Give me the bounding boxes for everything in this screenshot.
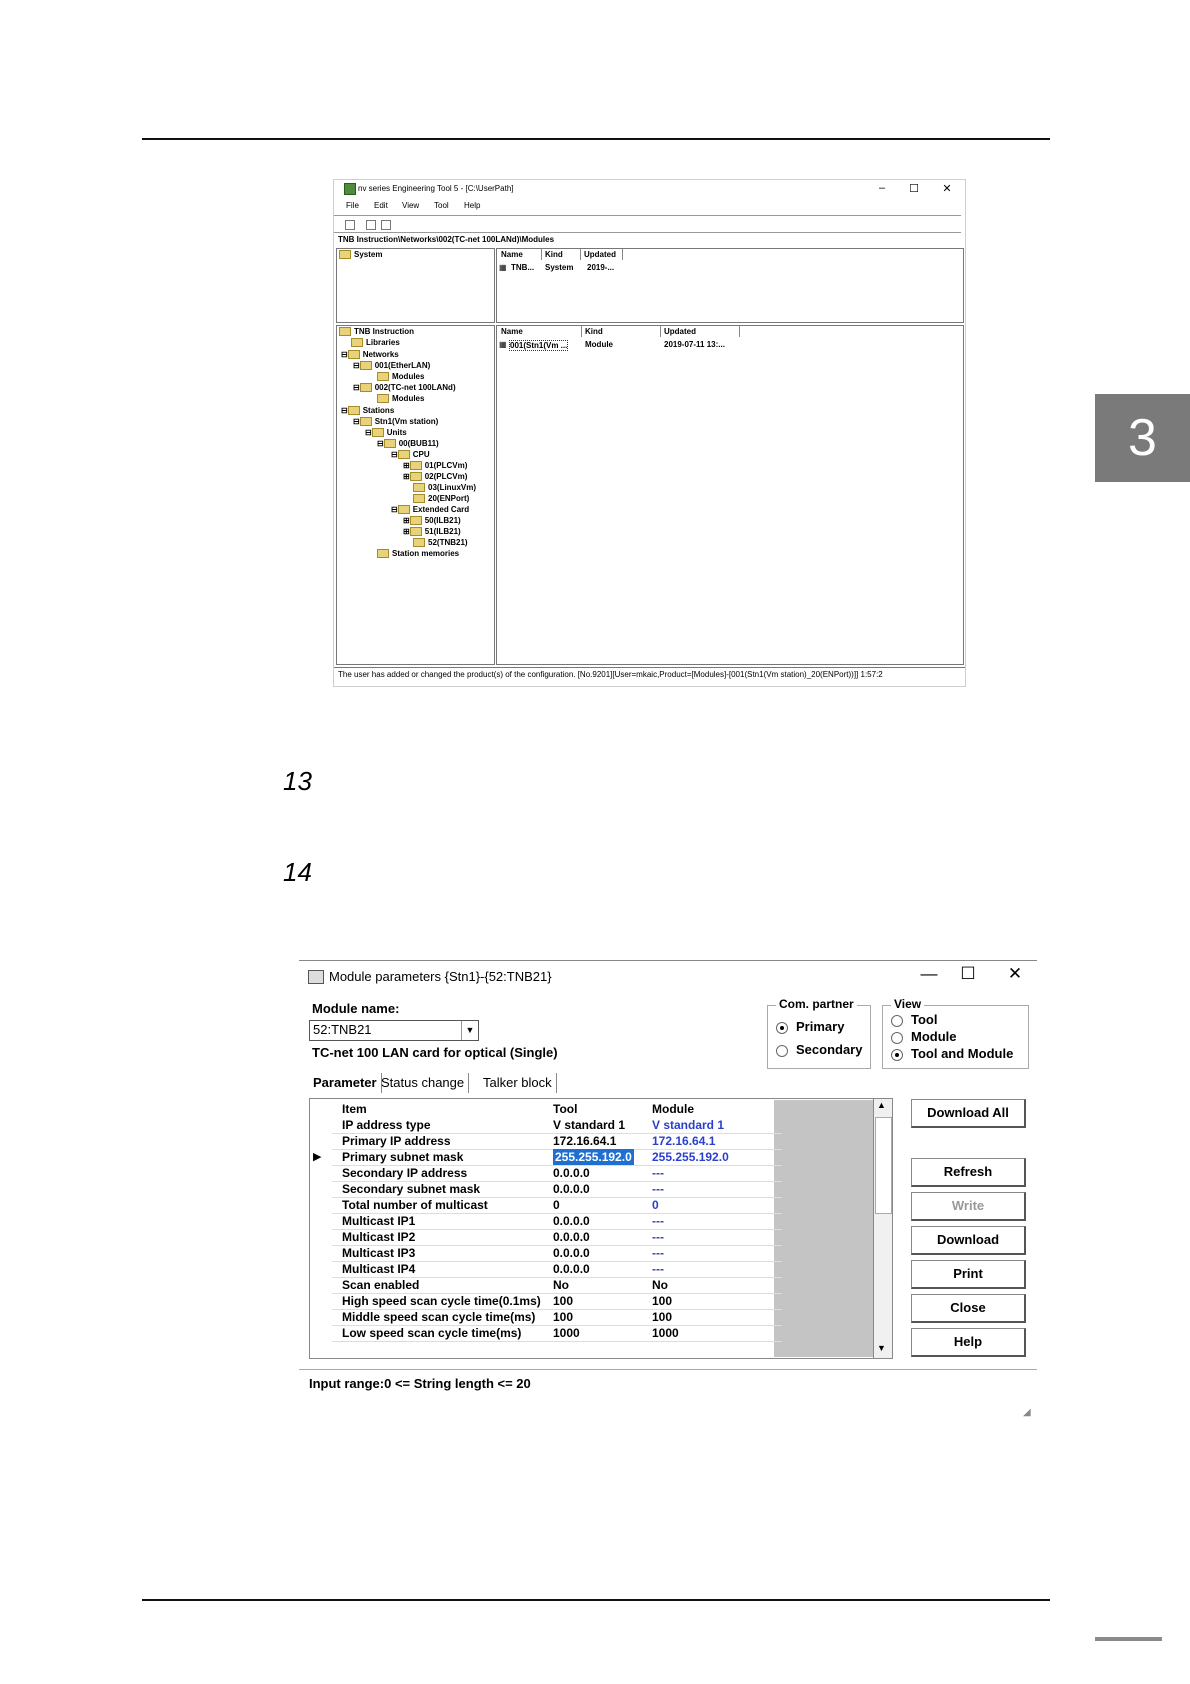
download-button[interactable]: Download <box>911 1226 1026 1255</box>
copy-icon[interactable] <box>366 220 376 230</box>
tab-status-change[interactable]: Status change <box>377 1073 469 1093</box>
maximize-button[interactable]: ☐ <box>909 183 919 195</box>
header-rule <box>142 138 1050 140</box>
column-header-updated[interactable]: Updated <box>580 249 623 260</box>
tool-and-module-radio[interactable] <box>891 1049 903 1061</box>
table-row[interactable]: Multicast IP2 0.0.0.0 --- <box>332 1229 782 1246</box>
menu-edit[interactable]: Edit <box>374 201 388 210</box>
input-range-panel <box>299 1369 1037 1420</box>
tab-talker-block[interactable]: Talker block <box>479 1073 557 1093</box>
dialog-icon <box>308 970 324 984</box>
column-header-module: Module <box>652 1102 694 1116</box>
system-pane <box>336 248 495 323</box>
selected-cell[interactable]: 255.255.192.0 <box>555 1150 632 1164</box>
title-bar <box>299 961 1037 991</box>
close-dialog-button[interactable]: Close <box>911 1294 1026 1323</box>
tool-radio[interactable] <box>891 1015 903 1027</box>
tree-node[interactable]: ⊟ 002(TC-net 100LANd) <box>353 383 456 392</box>
tree-node[interactable]: ⊟ Stations <box>341 406 395 415</box>
page-mark <box>1095 1637 1162 1641</box>
print-button[interactable]: Print <box>911 1260 1026 1289</box>
download-all-button[interactable]: Download All <box>911 1099 1026 1128</box>
secondary-radio[interactable] <box>776 1045 788 1057</box>
refresh-button[interactable]: Refresh <box>911 1158 1026 1187</box>
module-parameters-dialog <box>299 960 1037 1425</box>
tree-node[interactable]: 20(ENPort) <box>413 494 469 503</box>
list-item-name[interactable]: TNB... <box>511 263 535 272</box>
module-name-select[interactable] <box>309 1020 479 1041</box>
menu-view[interactable]: View <box>402 201 420 210</box>
tree-node[interactable]: 03(LinuxVm) <box>413 483 476 492</box>
tool-and-module-label: Tool and Module <box>911 1046 1014 1061</box>
view-group <box>882 997 1029 1069</box>
column-header-updated[interactable]: Updated <box>660 326 740 337</box>
minimize-button[interactable]: – <box>878 182 886 194</box>
module-list-pane <box>496 325 964 665</box>
station-icon: ▦ <box>499 340 507 349</box>
column-header-kind[interactable]: Kind <box>541 249 581 260</box>
close-button[interactable]: ✕ <box>1007 964 1023 983</box>
list-item-updated: 2019-... <box>587 263 615 272</box>
list-item-name[interactable]: 001(Stn1(Vm ... <box>510 341 568 350</box>
title-bar <box>334 180 965 198</box>
column-header-name[interactable]: Name <box>497 249 542 260</box>
table-row[interactable]: Multicast IP4 0.0.0.0 --- <box>332 1261 782 1278</box>
table-row[interactable]: Scan enabled No No <box>332 1277 782 1294</box>
tree-node[interactable]: ⊞ 01(PLCVm) <box>403 461 468 470</box>
module-label: Module <box>911 1029 957 1044</box>
network-icon: ▦ <box>499 263 507 272</box>
menu-tool[interactable]: Tool <box>434 201 449 210</box>
module-name-label: Module name: <box>312 1001 400 1016</box>
primary-label: Primary <box>796 1019 845 1034</box>
tree-node[interactable]: ⊟ Units <box>365 428 407 437</box>
table-row[interactable]: Secondary IP address 0.0.0.0 --- <box>332 1165 782 1182</box>
project-tree <box>336 325 495 665</box>
table-row-selected[interactable]: Primary subnet mask 255.255.192.0 255.255.192.0 <box>332 1149 782 1166</box>
step-number-14: 14 <box>283 857 312 887</box>
table-row[interactable]: Multicast IP3 0.0.0.0 --- <box>332 1245 782 1262</box>
scroll-thumb[interactable] <box>875 1117 892 1214</box>
secondary-label: Secondary <box>796 1042 863 1057</box>
step-number-13: 13 <box>283 766 312 796</box>
tree-node[interactable]: ⊟ CPU <box>391 450 430 459</box>
paste-icon[interactable] <box>381 220 391 230</box>
tree-node[interactable]: ⊟ Networks <box>341 350 399 359</box>
tree-node[interactable]: Modules <box>377 372 424 381</box>
parameter-grid <box>309 1098 874 1359</box>
com-partner-title: Com. partner <box>776 997 857 1011</box>
tree-node[interactable]: Station memories <box>377 549 459 558</box>
tree-node[interactable]: ⊟ Extended Card <box>391 505 470 514</box>
status-bar: The user has added or changed the product(s) of the configuration. [No.9201][User=mkaic,Product=[Modules]-[001(Stn1(Vm station)_20(ENPort))]] 1:57:2 <box>334 667 966 682</box>
table-row[interactable]: IP address type V standard 1 V standard 1 <box>332 1117 782 1134</box>
tree-node[interactable]: ⊞ 02(PLCVm) <box>403 472 468 481</box>
module-description: TC-net 100 LAN card for optical (Single) <box>312 1045 558 1060</box>
dialog-title: Module parameters {Stn1}-{52:TNB21} <box>329 969 552 984</box>
tree-node[interactable]: ⊟ 00(BUB11) <box>377 439 439 448</box>
module-radio[interactable] <box>891 1032 903 1044</box>
column-header-name[interactable]: Name <box>497 326 582 337</box>
grid-header-row <box>332 1101 782 1117</box>
grid-empty-area <box>774 1100 883 1357</box>
table-row[interactable]: Low speed scan cycle time(ms) 1000 1000 <box>332 1325 782 1342</box>
scroll-down-icon[interactable]: ▼ <box>877 1343 886 1353</box>
tab-parameter[interactable]: Parameter <box>309 1073 382 1093</box>
table-row[interactable]: Middle speed scan cycle time(ms) 100 100 <box>332 1309 782 1326</box>
tree-node[interactable]: 52(TNB21) <box>413 538 468 547</box>
write-button[interactable]: Write <box>911 1192 1026 1221</box>
menu-file[interactable]: File <box>346 201 359 210</box>
table-row[interactable]: Multicast IP1 0.0.0.0 --- <box>332 1213 782 1230</box>
top-list-pane <box>496 248 964 323</box>
toolbar <box>334 215 961 233</box>
tree-node[interactable]: ⊞ 50(ILB21) <box>403 516 461 525</box>
tree-node[interactable]: TNB Instruction <box>339 327 414 336</box>
close-button[interactable]: ✕ <box>942 183 952 195</box>
folder-icon <box>339 250 351 259</box>
tree-node[interactable]: Libraries <box>351 338 400 347</box>
primary-radio[interactable] <box>776 1022 788 1034</box>
column-header-tool: Tool <box>553 1102 578 1116</box>
table-row[interactable]: Secondary subnet mask 0.0.0.0 --- <box>332 1181 782 1198</box>
grid-scrollbar[interactable] <box>873 1098 893 1359</box>
system-item[interactable]: System <box>339 250 382 259</box>
view-title: View <box>891 997 924 1011</box>
scroll-up-icon[interactable]: ▲ <box>877 1100 886 1110</box>
com-partner-group <box>767 997 871 1069</box>
maximize-button[interactable]: ☐ <box>960 964 976 983</box>
tree-node[interactable]: Modules <box>377 394 424 403</box>
window-title: nv series Engineering Tool 5 - [C:\UserPath] <box>358 184 514 193</box>
footer-rule <box>142 1599 1050 1601</box>
module-name-value: 52:TNB21 <box>313 1022 372 1037</box>
list-item-kind: System <box>545 263 574 272</box>
tree-node[interactable]: ⊞ 51(ILB21) <box>403 527 461 536</box>
list-item-kind: Module <box>585 340 613 349</box>
list-item-updated: 2019-07-11 13:... <box>664 340 725 349</box>
menu-help[interactable]: Help <box>464 201 481 210</box>
new-file-icon[interactable] <box>345 220 355 230</box>
tree-node[interactable]: ⊟ Stn1(Vm station) <box>353 417 439 426</box>
table-row[interactable]: High speed scan cycle time(0.1ms) 100 100 <box>332 1293 782 1310</box>
resize-grip-icon[interactable]: ◢ <box>1023 1407 1031 1418</box>
engineering-tool-window <box>333 179 966 687</box>
input-range-text: Input range:0 <= String length <= 20 <box>309 1376 531 1391</box>
chapter-tab: 3 <box>1095 394 1190 482</box>
help-button[interactable]: Help <box>911 1328 1026 1357</box>
current-row-arrow-icon: ▶ <box>313 1151 322 1163</box>
table-row[interactable]: Total number of multicast 0 0 <box>332 1197 782 1214</box>
tree-node[interactable]: ⊟ 001(EtherLAN) <box>353 361 431 370</box>
minimize-button[interactable]: — <box>920 964 938 983</box>
path-bar: TNB Instruction\Networks\002(TC-net 100LANd)\Modules <box>338 235 555 244</box>
menu-bar <box>334 199 965 213</box>
column-header-item: Item <box>342 1102 367 1116</box>
column-header-kind[interactable]: Kind <box>581 326 661 337</box>
tool-label: Tool <box>911 1012 938 1027</box>
app-icon <box>344 183 356 195</box>
table-row[interactable]: Primary IP address 172.16.64.1 172.16.64.1 <box>332 1133 782 1150</box>
chevron-down-icon[interactable]: ▼ <box>461 1021 478 1040</box>
